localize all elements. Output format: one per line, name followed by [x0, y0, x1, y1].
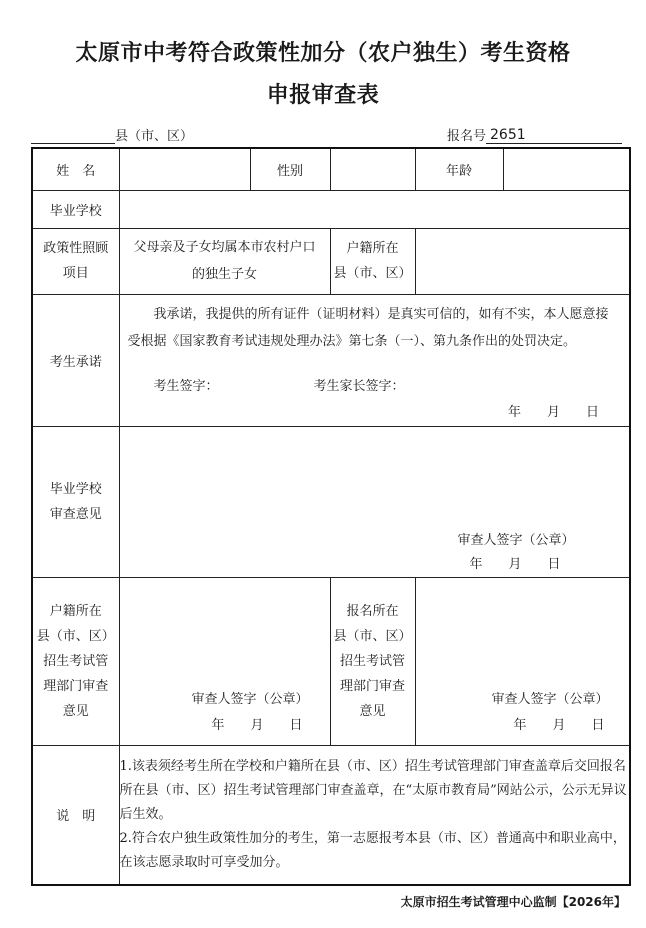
- school-review-cell[interactable]: [119, 426, 630, 577]
- note-item-2: 2.符合农户独生政策性加分的考生，第一志愿报考本县（市、区）普通高中和职业高中，在该志愿录取时可享受加分。: [119, 830, 626, 870]
- row-school-review: [32, 426, 630, 577]
- school-review-label: [32, 426, 119, 577]
- row-notes: [32, 745, 630, 885]
- name-input[interactable]: [119, 148, 250, 190]
- reg-dept-label-line1: 报名所在: [346, 603, 399, 619]
- notes-label: 说 明: [32, 745, 119, 885]
- policy-label: [32, 228, 119, 294]
- school-review-signature: 审查人签字（公章）: [457, 532, 575, 548]
- age-label: 年龄: [415, 148, 503, 190]
- hukou-input[interactable]: [415, 228, 630, 294]
- gender-label: 性别: [250, 148, 330, 190]
- reg-dept-review-cell[interactable]: [415, 577, 630, 745]
- registration-number-label: 报名号: [447, 129, 487, 144]
- reg-dept-label-line3: 招生考试管: [339, 653, 405, 669]
- hukou-dept-label-line1: 户籍所在: [49, 603, 102, 619]
- hukou-dept-label-line2: 县（市、区）: [36, 628, 115, 644]
- age-input[interactable]: [503, 148, 630, 190]
- pledge-text: 我承诺，我提供的所有证件（证明材料）是真实可信的，如有不实，本人愿意接受根据《国家教育考试违规处理办法》第七条（一）、第九条作出的处罚决定。: [127, 307, 609, 349]
- county-field: [31, 125, 193, 144]
- policy-label-line1: 政策性照顾: [43, 241, 109, 256]
- reg-dept-review-label: [330, 577, 415, 745]
- registration-number-field: [447, 125, 622, 144]
- name-label: 姓 名: [32, 148, 119, 190]
- reg-dept-signature: 审查人签字（公章）: [491, 691, 609, 707]
- hukou-label: [330, 228, 415, 294]
- school-label: 毕业学校: [32, 190, 119, 228]
- form-title-line1: 太原市中考符合政策性加分（农户独生）考生资格: [75, 41, 571, 66]
- registration-number-value[interactable]: 2651: [486, 127, 622, 144]
- reg-dept-date: 年 月 日: [513, 717, 605, 733]
- hukou-dept-review-label: [32, 577, 119, 745]
- school-review-label-line2: 审查意见: [49, 506, 102, 522]
- county-blank[interactable]: [31, 129, 115, 144]
- hukou-dept-date: 年 月 日: [211, 717, 303, 733]
- row-pledge: [32, 294, 630, 426]
- school-review-date: 年 月 日: [469, 556, 561, 572]
- reg-dept-label-line5: 意见: [359, 703, 386, 719]
- pledge-date: 年 月 日: [507, 405, 599, 420]
- hukou-dept-review-cell[interactable]: [119, 577, 330, 745]
- note-item-1: 1.该表须经考生所在学校和户籍所在县（市、区）招生考试管理部门审查盖章后交回报名所在县（市、区）招生考试管理部门审查盖章，在“太原市教育局”网站公示，公示无异议后生效。: [119, 758, 627, 822]
- pledge-cell: [119, 294, 630, 426]
- footer-publisher: 太原市招生考试管理中心监制【2026年】: [400, 895, 626, 909]
- hukou-dept-label-line5: 意见: [62, 703, 89, 719]
- school-review-label-line1: 毕业学校: [49, 481, 102, 497]
- hukou-label-line2: 县（市、区）: [333, 266, 412, 281]
- row-dept-review: [32, 577, 630, 745]
- pledge-label: 考生承诺: [32, 294, 119, 426]
- parent-signature-label: 考生家长签字：: [313, 379, 405, 394]
- school-input[interactable]: [119, 190, 630, 228]
- notes-cell: [119, 745, 630, 885]
- hukou-dept-label-line3: 招生考试管: [43, 653, 109, 669]
- county-label: 县（市、区）: [115, 129, 194, 144]
- hukou-label-line1: 户籍所在: [346, 241, 399, 256]
- application-form-table: [31, 147, 631, 886]
- reg-dept-label-line2: 县（市、区）: [333, 628, 412, 644]
- row-school: [32, 190, 630, 228]
- hukou-dept-signature: 审查人签字（公章）: [191, 691, 309, 707]
- form-title-line2: 申报审查表: [266, 83, 380, 108]
- policy-label-line2: 项目: [62, 266, 89, 281]
- gender-input[interactable]: [330, 148, 415, 190]
- row-policy: [32, 228, 630, 294]
- student-signature-label: 考生签字：: [153, 379, 219, 394]
- policy-value-line1: 父母亲及子女均属本市农村户口: [133, 240, 316, 255]
- policy-value-line2: 的独生子女: [191, 267, 257, 282]
- reg-dept-label-line4: 理部门审查: [339, 678, 405, 694]
- row-basic-info: [32, 148, 630, 190]
- hukou-dept-label-line4: 理部门审查: [43, 678, 109, 694]
- policy-value: [119, 228, 330, 294]
